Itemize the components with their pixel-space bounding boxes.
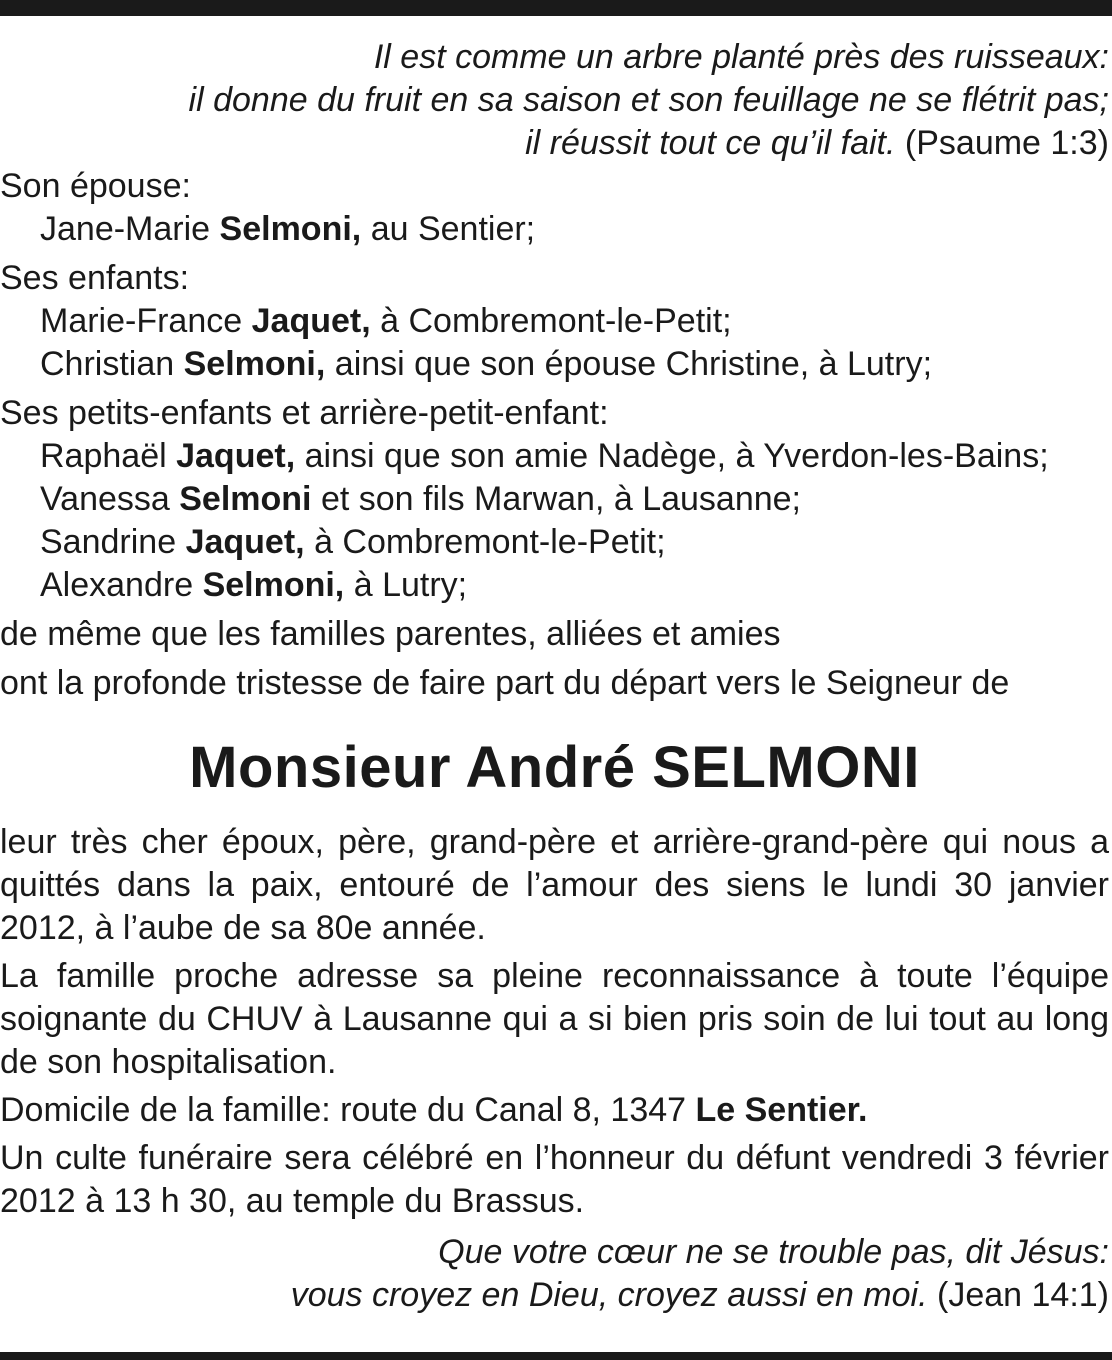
child-first-name: Marie-France [40,302,243,340]
domicile-line [0,1089,1109,1132]
top-border-rule [0,0,1112,16]
grandchild-details: et son fils Marwan, à Lausanne; [320,480,802,518]
grandchild-first-name: Sandrine [40,523,177,561]
spouse-last-name: Selmoni, [219,210,362,248]
spouse-first-name: Jane-Marie [40,210,211,248]
grandchild-last-name: Jaquet, [176,437,296,475]
closing-quote-reference: (Jean 14:1) [937,1276,1109,1314]
grandchild-first-name: Vanessa [40,480,170,518]
grandchild-first-name: Alexandre [40,566,194,604]
spouse-location: au Sentier; [370,210,536,248]
domicile-address: Domicile de la famille: route du Canal 8, 1347 [0,1091,687,1129]
grandchild-details: à Combremont-le-Petit; [314,523,666,561]
spouse-entry [0,208,1109,251]
opening-scripture-quote [0,36,1109,165]
obituary-notice [0,36,1109,1317]
spouse-heading: Son épouse: [0,167,191,205]
closing-quote-line-2: vous croyez en Dieu, croyez aussi en moi. [290,1276,928,1314]
opening-quote-line-3: il réussit tout ce qu’il fait. [525,124,896,162]
families-line: de même que les familles parentes, alliées et amies [0,615,781,653]
grandchild-last-name: Selmoni [179,480,312,518]
child-last-name: Jaquet, [251,302,371,340]
child-last-name: Selmoni, [183,345,326,383]
domicile-place: Le Sentier. [695,1091,868,1129]
thanks-paragraph: La famille proche adresse sa pleine reconnaissance à toute l’équipe soignante du CHUV à Lausanne qui a si bien pris soin de lui tout au long de son hospitalisation. [0,957,1109,1081]
bottom-border-rule [0,1352,1112,1360]
deceased-name: Monsieur André SELMONI [189,735,920,800]
children-section [0,257,1109,386]
child-entry [0,343,1109,386]
grandchild-details: à Lutry; [353,566,468,604]
announcement-line: ont la profonde tristesse de faire part du départ vers le Seigneur de [0,664,1010,702]
grandchild-last-name: Selmoni, [202,566,345,604]
grandchild-entry [0,521,1109,564]
opening-quote-line-1: Il est comme un arbre planté près des ruisseaux: [373,38,1109,76]
grandchild-entry [0,478,1109,521]
grandchildren-heading: Ses petits-enfants et arrière-petit-enfant: [0,394,609,432]
spouse-section [0,165,1109,251]
opening-quote-line-2: il donne du fruit en sa saison et son feuillage ne se flétrit pas; [188,81,1109,119]
grandchild-entry [0,435,1109,478]
child-entry [0,300,1109,343]
grandchild-last-name: Jaquet, [185,523,305,561]
grandchild-first-name: Raphaël [40,437,167,475]
child-details: à Combremont-le-Petit; [380,302,732,340]
child-details: ainsi que son épouse Christine, à Lutry; [334,345,933,383]
grandchild-details: ainsi que son amie Nadège, à Yverdon-les-Bains; [304,437,1049,475]
service-paragraph: Un culte funéraire sera célébré en l’honneur du défunt vendredi 3 février 2012 à 13 h 30, au temple du Brassus. [0,1139,1109,1220]
death-paragraph: leur très cher époux, père, grand-père et arrière-grand-père qui nous a quittés dans la paix, entouré de l’amour des siens le lundi 30 janvier 2012, à l’aube de sa 80e année. [0,823,1109,947]
closing-quote-line-1: Que votre cœur ne se trouble pas, dit Jésus: [438,1233,1109,1271]
grandchild-entry [0,564,1109,607]
grandchildren-section [0,392,1109,607]
child-first-name: Christian [40,345,175,383]
opening-quote-reference: (Psaume 1:3) [904,124,1109,162]
children-heading: Ses enfants: [0,259,190,297]
closing-scripture-quote [0,1231,1109,1317]
